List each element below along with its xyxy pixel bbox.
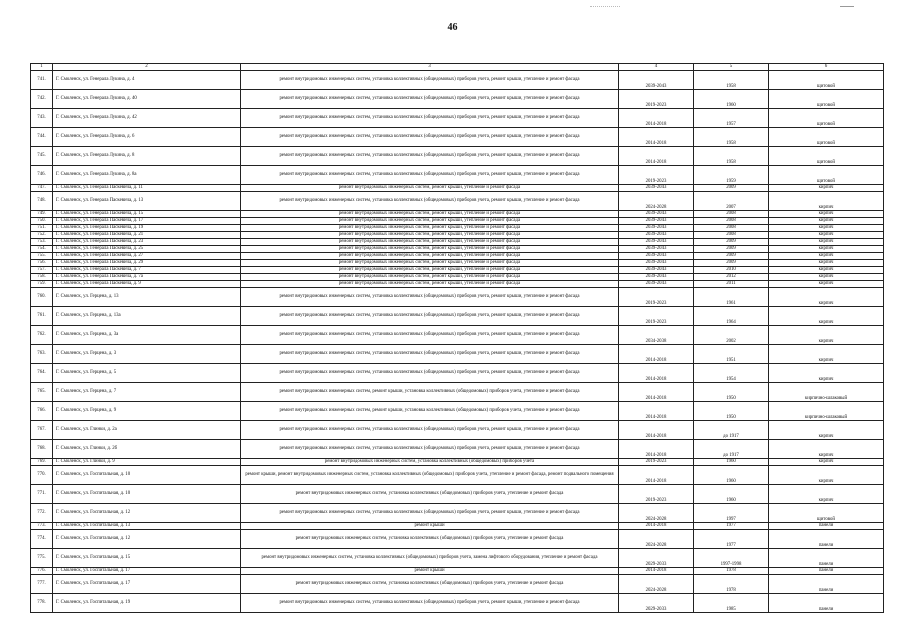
table-row: [31, 128, 884, 147]
planned-period-cell: 2039-2043: [619, 211, 694, 218]
work-types-cell: ремонт внутридомовых инженерных систем, установка коллективных (общедомовых) приборов учета, ремонт крыши, утепление и ремонт фасада: [241, 128, 619, 147]
address-cell: Г. Смоленск, ул. Генерала Паскевича, д. 23: [53, 239, 241, 246]
planned-period-cell: 2014-2018: [619, 345, 694, 364]
wall-material-cell: кирпич: [769, 421, 884, 440]
build-year-cell: 1960: [694, 459, 769, 466]
address-cell: Г. Смоленск, ул. Генерала Лукина, д. 8а: [53, 166, 241, 185]
wall-material-cell: панели: [769, 523, 884, 530]
housing-repair-table: [30, 63, 884, 613]
planned-period-cell: 2039-2043: [619, 281, 694, 288]
build-year-cell: 2002: [694, 326, 769, 345]
row-number: 741.: [31, 71, 53, 90]
address-cell: Г. Смоленск, ул. Глинки, д. 2б: [53, 440, 241, 459]
address-cell: Г. Смоленск, ул. Госпитальная, д. 17: [53, 568, 241, 575]
build-year-cell: 1960: [694, 466, 769, 485]
work-types-cell: ремонт внутридомовых инженерных систем, ремонт крыши, утепление и ремонт фасада: [241, 239, 619, 246]
wall-material-cell: панели: [769, 594, 884, 613]
work-types-cell: ремонт внутридомовых инженерных систем, установка коллективных (общедомовых) приборов учета, ремонт крыши, утепление и ремонт фасада: [241, 90, 619, 109]
address-cell: Г. Смоленск, ул. Генерала Паскевича, д. 27: [53, 253, 241, 260]
planned-period-cell: 2014-2018: [619, 128, 694, 147]
address-cell: Г. Смоленск, ул. Генерала Лукина, д. 42: [53, 109, 241, 128]
address-cell: Г. Смоленск, ул. Генерала Лукина, д. 6: [53, 128, 241, 147]
planned-period-cell: 2014-2018: [619, 364, 694, 383]
address-cell: Г. Смоленск, ул. Генерала Паскевича, д. 17: [53, 218, 241, 225]
table-row: [31, 530, 884, 549]
work-types-cell: ремонт внутридомовых инженерных систем, установка коллективных (общедомовых) приборов учета, ремонт крыши, утепление и ремонт фасада: [241, 109, 619, 128]
work-types-cell: ремонт внутридомовых инженерных систем, ремонт крыши, утепление и ремонт фасада: [241, 274, 619, 281]
address-cell: Г. Смоленск, ул. Генерала Паскевича, д. 9: [53, 281, 241, 288]
planned-period-cell: 2024-2028: [619, 575, 694, 594]
table-row: [31, 421, 884, 440]
build-year-cell: 2009: [694, 246, 769, 253]
column-number: 1: [31, 64, 53, 71]
row-number: 757.: [31, 267, 53, 274]
planned-period-cell: 2014-2018: [619, 402, 694, 421]
table-row: [31, 218, 884, 225]
table-row: [31, 326, 884, 345]
address-cell: Г. Смоленск, ул. Генерала Паскевича, д. 21: [53, 232, 241, 239]
wall-material-cell: панели: [769, 575, 884, 594]
address-cell: Г. Смоленск, ул. Генерала Паскевича, д. 25: [53, 246, 241, 253]
build-year-cell: 1950: [694, 402, 769, 421]
row-number: 773.: [31, 523, 53, 530]
wall-material-cell: кирпич: [769, 225, 884, 232]
work-types-cell: ремонт внутридомовых инженерных систем, ремонт крыши, утепление и ремонт фасада: [241, 260, 619, 267]
work-types-cell: ремонт внутридомовых инженерных систем, ремонт крыши, утепление и ремонт фасада: [241, 211, 619, 218]
build-year-cell: 2009: [694, 253, 769, 260]
row-number: 748.: [31, 192, 53, 211]
wall-material-cell: щитовой: [769, 166, 884, 185]
wall-material-cell: панели: [769, 530, 884, 549]
address-cell: Г. Смоленск, ул. Генерала Паскевича, д. 7а: [53, 274, 241, 281]
address-cell: Г. Смоленск, ул. Госпитальная, д. 19: [53, 594, 241, 613]
work-types-cell: ремонт внутридомовых инженерных систем, установка коллективных (общедомовых) приборов учета, ремонт крыши, утепление и ремонт фасада: [241, 440, 619, 459]
table-row: [31, 307, 884, 326]
row-number: 753.: [31, 239, 53, 246]
address-cell: Г. Смоленск, ул. Генерала Паскевича, д. 15: [53, 211, 241, 218]
row-number: 742.: [31, 90, 53, 109]
work-types-cell: ремонт внутридомовых инженерных систем, ремонт крыши, утепление и ремонт фасада: [241, 253, 619, 260]
planned-period-cell: 2019-2023: [619, 307, 694, 326]
planned-period-cell: 2019-2023: [619, 288, 694, 307]
work-types-cell: ремонт внутридомовых инженерных систем, ремонт крыши, утепление и ремонт фасада: [241, 218, 619, 225]
build-year-cell: 2010: [694, 267, 769, 274]
build-year-cell: 2008: [694, 211, 769, 218]
work-types-cell: ремонт внутридомовых инженерных систем, установка коллективных (общедомовых) приборов учета, ремонт крыши, утепление и ремонт фасада: [241, 364, 619, 383]
row-number: 762.: [31, 326, 53, 345]
row-number: 746.: [31, 166, 53, 185]
address-cell: Г. Смоленск, ул. Герцена, д. 13а: [53, 307, 241, 326]
build-year-cell: 2008: [694, 225, 769, 232]
wall-material-cell: щитовой: [769, 147, 884, 166]
row-number: 770.: [31, 466, 53, 485]
table-row: [31, 594, 884, 613]
table-row: [31, 192, 884, 211]
wall-material-cell: кирпич: [769, 218, 884, 225]
planned-period-cell: 2039-2043: [619, 274, 694, 281]
column-number: 6: [769, 64, 884, 71]
table-row: [31, 109, 884, 128]
address-cell: Г. Смоленск, ул. Герцена, д. 7: [53, 383, 241, 402]
table-row: [31, 225, 884, 232]
work-types-cell: ремонт внутридомовых инженерных систем, установка коллективных (общедомовых) приборов учета, ремонт крыши, утепление и ремонт фасада: [241, 166, 619, 185]
planned-period-cell: 2019-2023: [619, 459, 694, 466]
wall-material-cell: кирпич: [769, 239, 884, 246]
planned-period-cell: 2029-2033: [619, 549, 694, 568]
table-row: [31, 523, 884, 530]
wall-material-cell: кирпич: [769, 274, 884, 281]
planned-period-cell: 2024-2028: [619, 192, 694, 211]
planned-period-cell: 2029-2033: [619, 594, 694, 613]
row-number: 743.: [31, 109, 53, 128]
build-year-cell: 1977: [694, 523, 769, 530]
work-types-cell: ремонт внутридомовых инженерных систем, установка коллективных (общедомовых) приборов учета, ремонт крыши, утепление и ремонт фасада: [241, 71, 619, 90]
build-year-cell: 1997: [694, 504, 769, 523]
build-year-cell: 1958: [694, 147, 769, 166]
work-types-cell: ремонт внутридомовых инженерных систем, установка коллективных (общедомовых) приборов учета, утепление и ремонт фасада: [241, 575, 619, 594]
wall-material-cell: кирпич: [769, 440, 884, 459]
address-cell: Г. Смоленск, ул. Герцена, д. 9: [53, 402, 241, 421]
page-number: 46: [447, 22, 458, 33]
row-number: 777.: [31, 575, 53, 594]
work-types-cell: ремонт внутридомовых инженерных систем, установка коллективных (общедомовых) приборов учета, ремонт крыши, утепление и ремонт фасада: [241, 326, 619, 345]
row-number: 763.: [31, 345, 53, 364]
planned-period-cell: 2014-2018: [619, 421, 694, 440]
work-types-cell: ремонт внутридомовых инженерных систем, ремонт крыши, утепление и ремонт фасада: [241, 246, 619, 253]
wall-material-cell: щитовой: [769, 90, 884, 109]
row-number: 752.: [31, 232, 53, 239]
address-cell: Г. Смоленск, ул. Госпитальная, д. 10: [53, 485, 241, 504]
table-row: [31, 147, 884, 166]
planned-period-cell: 2014-2018: [619, 466, 694, 485]
table-row: [31, 504, 884, 523]
build-year-cell: 2012: [694, 274, 769, 281]
wall-material-cell: кирпич: [769, 326, 884, 345]
build-year-cell: 1978: [694, 575, 769, 594]
planned-period-cell: 2014-2018: [619, 383, 694, 402]
build-year-cell: 1977: [694, 530, 769, 549]
work-types-cell: ремонт внутридомовых инженерных систем, ремонт крыши, утепление и ремонт фасада: [241, 185, 619, 192]
build-year-cell: 2008: [694, 232, 769, 239]
build-year-cell: 1959: [694, 166, 769, 185]
address-cell: Г. Смоленск, ул. Госпитальная, д. 13: [53, 523, 241, 530]
row-number: 755.: [31, 253, 53, 260]
address-cell: Г. Смоленск, ул. Генерала Паскевича, д. 7: [53, 267, 241, 274]
column-number: 4: [619, 64, 694, 71]
housing-repair-table-container: [30, 63, 883, 613]
planned-period-cell: 2024-2028: [619, 530, 694, 549]
build-year-cell: 1978: [694, 568, 769, 575]
wall-material-cell: кирпич: [769, 260, 884, 267]
table-row: [31, 185, 884, 192]
planned-period-cell: 2039-2043: [619, 185, 694, 192]
build-year-cell: 2009: [694, 239, 769, 246]
build-year-cell: 1960: [694, 485, 769, 504]
build-year-cell: 2011: [694, 281, 769, 288]
planned-period-cell: 2019-2023: [619, 90, 694, 109]
wall-material-cell: кирпич: [769, 192, 884, 211]
row-number: 761.: [31, 307, 53, 326]
work-types-cell: ремонт внутридомовых инженерных систем, установка коллективных (общедомовых) приборов учета, замена лифтового оборудования, утепление и ремонт фасада: [241, 549, 619, 568]
wall-material-cell: кирпич: [769, 267, 884, 274]
wall-material-cell: кирпич: [769, 211, 884, 218]
table-row: [31, 90, 884, 109]
row-number: 751.: [31, 225, 53, 232]
table-row: [31, 549, 884, 568]
wall-material-cell: кирпич: [769, 288, 884, 307]
planned-period-cell: 2019-2023: [619, 166, 694, 185]
table-row: [31, 383, 884, 402]
address-cell: Г. Смоленск, ул. Генерала Паскевича, д. 13: [53, 192, 241, 211]
wall-material-cell: щитовой: [769, 109, 884, 128]
column-number: 3: [241, 64, 619, 71]
wall-material-cell: кирпич: [769, 232, 884, 239]
address-cell: Г. Смоленск, ул. Глинки, д. 2а: [53, 421, 241, 440]
build-year-cell: 1960: [694, 90, 769, 109]
address-cell: Г. Смоленск, ул. Генерала Лукина, д. 8: [53, 147, 241, 166]
work-types-cell: ремонт внутридомовых инженерных систем, установка коллективных (общедомовых) приборов учета, ремонт крыши, утепление и ремонт фасада: [241, 504, 619, 523]
work-types-cell: ремонт внутридомовых инженерных систем, ремонт крыши, установка коллективных (общедомовых) приборов учета, утепление и ремонт фасада: [241, 383, 619, 402]
table-row: [31, 575, 884, 594]
table-row: [31, 459, 884, 466]
work-types-cell: ремонт внутридомовых инженерных систем, ремонт крыши, утепление и ремонт фасада: [241, 232, 619, 239]
row-number: 776.: [31, 568, 53, 575]
planned-period-cell: 2039-2043: [619, 71, 694, 90]
work-types-cell: ремонт внутридомовых инженерных систем, установка коллективных (общедомовых) приборов учета, ремонт крыши, утепление и ремонт фасада: [241, 192, 619, 211]
build-year-cell: 1964: [694, 307, 769, 326]
table-row: [31, 211, 884, 218]
address-cell: Г. Смоленск, ул. Генерала Лукина, д. 4: [53, 71, 241, 90]
address-cell: Г. Смоленск, ул. Госпитальная, д. 12: [53, 530, 241, 549]
row-number: 750.: [31, 218, 53, 225]
work-types-cell: ремонт крыши, ремонт внутридомовых инженерных систем, установка коллективных (общедомовых) приборов учета, утепление и ремонт фасада, ремонт подвального помещения: [241, 466, 619, 485]
build-year-cell: 1958: [694, 71, 769, 90]
address-cell: Г. Смоленск, ул. Герцена, д. 3а: [53, 326, 241, 345]
address-cell: Г. Смоленск, ул. Госпитальная, д. 10: [53, 466, 241, 485]
wall-material-cell: щитовой: [769, 128, 884, 147]
column-number: 2: [53, 64, 241, 71]
row-number: 759.: [31, 281, 53, 288]
work-types-cell: ремонт внутридомовых инженерных систем, установка коллективных (общедомовых) приборов учета, ремонт крыши, утепление и ремонт фасада: [241, 594, 619, 613]
row-number: 775.: [31, 549, 53, 568]
table-row: [31, 71, 884, 90]
wall-material-cell: кирпич: [769, 459, 884, 466]
address-cell: Г. Смоленск, ул. Герцена, д. 3: [53, 345, 241, 364]
row-number: 760.: [31, 288, 53, 307]
work-types-cell: ремонт внутридомовых инженерных систем, установка коллективных (общедомовых) приборов учета: [241, 459, 619, 466]
table-row: [31, 260, 884, 267]
row-number: 774.: [31, 530, 53, 549]
wall-material-cell: щитовой: [769, 71, 884, 90]
table-row: [31, 281, 884, 288]
row-number: 756.: [31, 260, 53, 267]
row-number: 766.: [31, 402, 53, 421]
address-cell: Г. Смоленск, ул. Герцена, д. 5: [53, 364, 241, 383]
build-year-cell: 2008: [694, 218, 769, 225]
address-cell: Г. Смоленск, ул. Генерала Паскевича, д. 11: [53, 185, 241, 192]
table-row: [31, 440, 884, 459]
address-cell: Г. Смоленск, ул. Генерала Лукина, д. 40: [53, 90, 241, 109]
row-number: 744.: [31, 128, 53, 147]
table-row: [31, 364, 884, 383]
planned-period-cell: 2014-2018: [619, 523, 694, 530]
planned-period-cell: 2039-2043: [619, 267, 694, 274]
build-year-cell: 1954: [694, 364, 769, 383]
build-year-cell: 1985: [694, 594, 769, 613]
row-number: 768.: [31, 440, 53, 459]
table-row: [31, 166, 884, 185]
table-row: [31, 345, 884, 364]
table-row: [31, 246, 884, 253]
wall-material-cell: панели: [769, 549, 884, 568]
planned-period-cell: 2039-2043: [619, 232, 694, 239]
build-year-cell: 1951: [694, 345, 769, 364]
planned-period-cell: 2039-2043: [619, 225, 694, 232]
table-row: [31, 232, 884, 239]
row-number: 772.: [31, 504, 53, 523]
wall-material-cell: кирпич: [769, 246, 884, 253]
row-number: 754.: [31, 246, 53, 253]
planned-period-cell: 2039-2043: [619, 246, 694, 253]
build-year-cell: до 1917: [694, 440, 769, 459]
row-number: 749.: [31, 211, 53, 218]
table-row: [31, 568, 884, 575]
wall-material-cell: кирпич: [769, 466, 884, 485]
build-year-cell: 1961: [694, 288, 769, 307]
build-year-cell: до 1917: [694, 421, 769, 440]
row-number: 771.: [31, 485, 53, 504]
wall-material-cell: кирпично-шлаковый: [769, 383, 884, 402]
row-number: 745.: [31, 147, 53, 166]
work-types-cell: ремонт внутридомовых инженерных систем, ремонт крыши, установка коллективных (общедомовых) приборов учета, утепление и ремонт фасада: [241, 402, 619, 421]
work-types-cell: ремонт внутридомовых инженерных систем, установка коллективных (общедомовых) приборов учета, ремонт крыши, утепление и ремонт фасада: [241, 307, 619, 326]
address-cell: Г. Смоленск, ул. Генерала Паскевича, д. 19: [53, 225, 241, 232]
row-number: 767.: [31, 421, 53, 440]
address-cell: Г. Смоленск, ул. Генерала Паскевича, д. 29: [53, 260, 241, 267]
column-number-row: [31, 64, 884, 71]
planned-period-cell: 2014-2018: [619, 109, 694, 128]
row-number: 758.: [31, 274, 53, 281]
address-cell: Г. Смоленск, ул. Госпитальная, д. 15: [53, 549, 241, 568]
row-number: 769.: [31, 459, 53, 466]
scan-mark-corner: [840, 6, 854, 7]
planned-period-cell: 2034-2038: [619, 326, 694, 345]
table-row: [31, 274, 884, 281]
address-cell: Г. Смоленск, ул. Госпитальная, д. 12: [53, 504, 241, 523]
work-types-cell: ремонт внутридомовых инженерных систем, ремонт крыши, утепление и ремонт фасада: [241, 281, 619, 288]
wall-material-cell: кирпич: [769, 364, 884, 383]
address-cell: Г. Смоленск, ул. Госпитальная, д. 17: [53, 575, 241, 594]
wall-material-cell: кирпич: [769, 281, 884, 288]
wall-material-cell: кирпично-шлаковый: [769, 402, 884, 421]
planned-period-cell: 2014-2018: [619, 147, 694, 166]
wall-material-cell: кирпич: [769, 307, 884, 326]
row-number: 765.: [31, 383, 53, 402]
planned-period-cell: 2014-2018: [619, 568, 694, 575]
work-types-cell: ремонт внутридомовых инженерных систем, установка коллективных (общедомовых) приборов учета, утепление и ремонт фасада: [241, 485, 619, 504]
table-row: [31, 485, 884, 504]
planned-period-cell: 2039-2043: [619, 239, 694, 246]
table-row: [31, 253, 884, 260]
row-number: 778.: [31, 594, 53, 613]
table-row: [31, 402, 884, 421]
wall-material-cell: кирпич: [769, 345, 884, 364]
scan-mark-top: [590, 6, 620, 8]
row-number: 764.: [31, 364, 53, 383]
build-year-cell: 1997-1998: [694, 549, 769, 568]
table-row: [31, 267, 884, 274]
work-types-cell: ремонт внутридомовых инженерных систем, ремонт крыши, утепление и ремонт фасада: [241, 267, 619, 274]
work-types-cell: ремонт внутридомовых инженерных систем, установка коллективных (общедомовых) приборов учета, ремонт крыши, утепление и ремонт фасада: [241, 147, 619, 166]
build-year-cell: 1950: [694, 383, 769, 402]
wall-material-cell: щитовой: [769, 504, 884, 523]
planned-period-cell: 2039-2043: [619, 260, 694, 267]
planned-period-cell: 2024-2028: [619, 504, 694, 523]
work-types-cell: ремонт внутридомовых инженерных систем, установка коллективных (общедомовых) приборов учета, ремонт крыши, утепление и ремонт фасада: [241, 345, 619, 364]
table-row: [31, 466, 884, 485]
planned-period-cell: 2039-2043: [619, 253, 694, 260]
wall-material-cell: кирпич: [769, 185, 884, 192]
work-types-cell: ремонт внутридомовых инженерных систем, установка коллективных (общедомовых) приборов учета, утепление и ремонт фасада: [241, 530, 619, 549]
work-types-cell: ремонт внутридомовых инженерных систем, ремонт крыши, утепление и ремонт фасада: [241, 225, 619, 232]
address-cell: Г. Смоленск, ул. Глинки, д. 9: [53, 459, 241, 466]
row-number: 747.: [31, 185, 53, 192]
work-types-cell: ремонт внутридомовых инженерных систем, установка коллективных (общедомовых) приборов учета, ремонт крыши, утепление и ремонт фасада: [241, 421, 619, 440]
planned-period-cell: 2039-2043: [619, 218, 694, 225]
column-number: 5: [694, 64, 769, 71]
planned-period-cell: 2014-2018: [619, 440, 694, 459]
work-types-cell: ремонт внутридомовых инженерных систем, установка коллективных (общедомовых) приборов учета, ремонт крыши, утепление и ремонт фасада: [241, 288, 619, 307]
wall-material-cell: кирпич: [769, 253, 884, 260]
build-year-cell: 1957: [694, 109, 769, 128]
wall-material-cell: кирпич: [769, 485, 884, 504]
work-types-cell: ремонт крыши: [241, 523, 619, 530]
table-row: [31, 239, 884, 246]
address-cell: Г. Смоленск, ул. Герцена, д. 13: [53, 288, 241, 307]
build-year-cell: 2009: [694, 260, 769, 267]
table-row: [31, 288, 884, 307]
build-year-cell: 1958: [694, 128, 769, 147]
build-year-cell: 2007: [694, 192, 769, 211]
planned-period-cell: 2019-2023: [619, 485, 694, 504]
wall-material-cell: панели: [769, 568, 884, 575]
build-year-cell: 2009: [694, 185, 769, 192]
work-types-cell: ремонт крыши: [241, 568, 619, 575]
